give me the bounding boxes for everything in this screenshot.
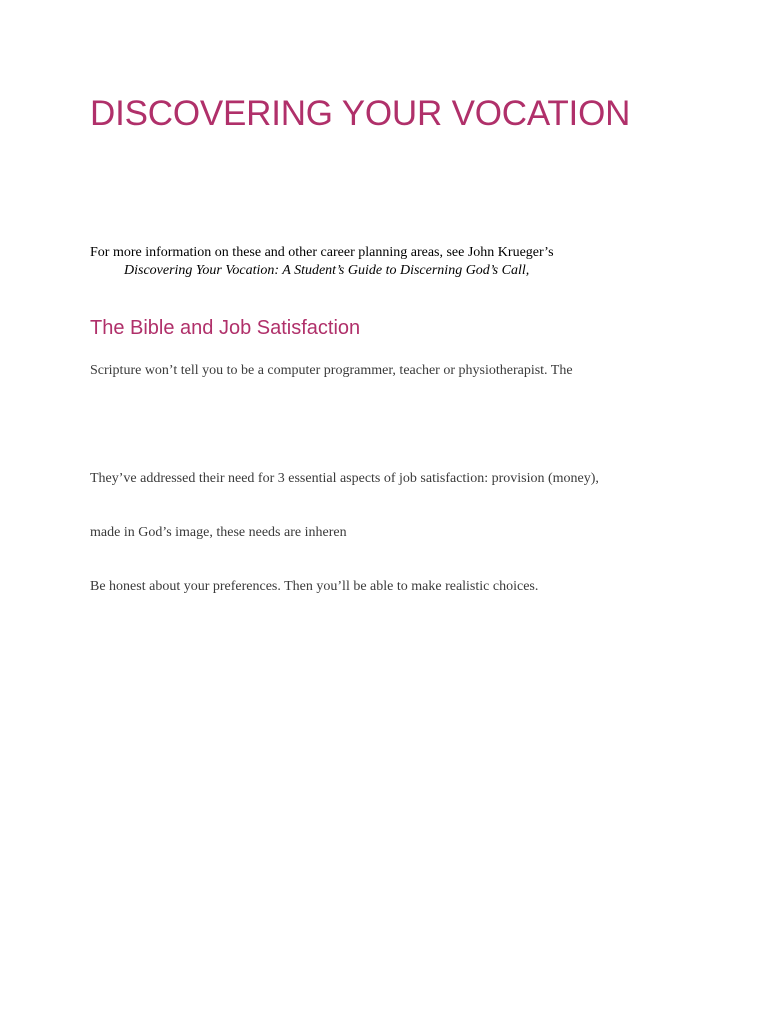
paragraph-preferences: Be honest about your preferences. Then you’ll be able to make realistic choices. bbox=[90, 579, 539, 594]
book-title: Discovering Your Vocation: A Student’s Guide to Discerning God’s Call, bbox=[124, 263, 530, 278]
paragraph-gods-image: made in God’s image, these needs are inheren bbox=[90, 525, 347, 540]
paragraph-job-satisfaction: They’ve addressed their need for 3 essential aspects of job satisfaction: provision (money), bbox=[90, 471, 599, 486]
paragraph-scripture: Scripture won’t tell you to be a computer programmer, teacher or physiotherapist. The bbox=[90, 363, 573, 378]
document-title: DISCOVERING YOUR VOCATION bbox=[90, 94, 631, 133]
intro-reference bbox=[90, 244, 554, 280]
section-heading: The Bible and Job Satisfaction bbox=[90, 317, 361, 339]
intro-line: For more information on these and other career planning areas, see John Krueger’s bbox=[90, 245, 554, 260]
